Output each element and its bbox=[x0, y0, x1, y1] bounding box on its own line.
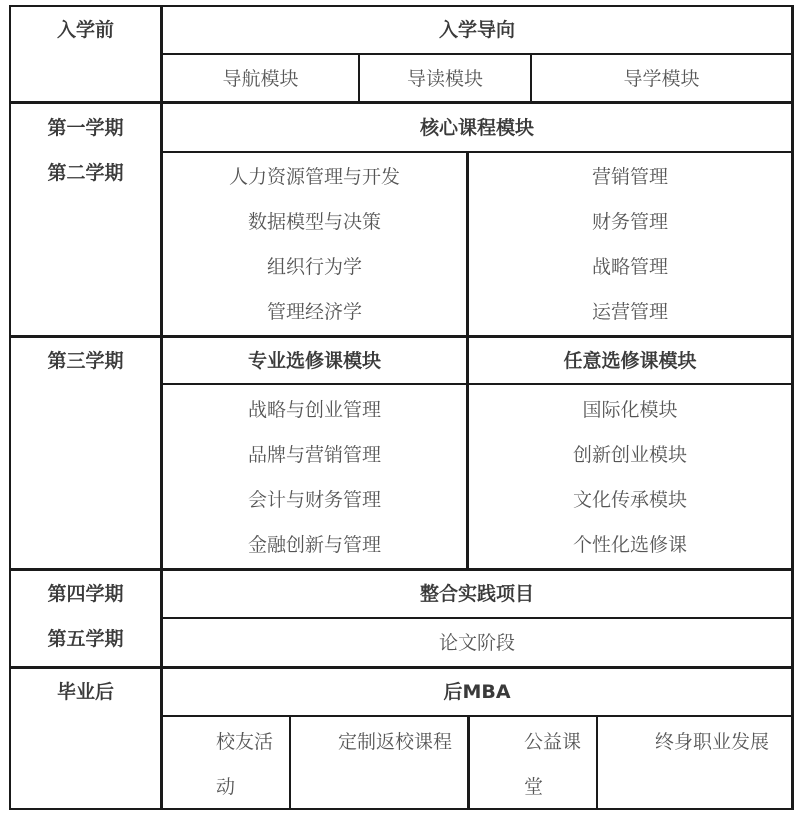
header-free-elective: 任意选修课模块 bbox=[563, 350, 697, 372]
elective-course: 创新创业模块 bbox=[572, 444, 687, 466]
rule-section-4 bbox=[9, 666, 794, 669]
post-alumni-line-2: 动 bbox=[216, 776, 236, 798]
elective-course: 品牌与营销管理 bbox=[247, 444, 381, 466]
header-orientation: 入学导向 bbox=[438, 19, 515, 41]
label-semester-5: 第五学期 bbox=[47, 628, 124, 650]
elective-course: 国际化模块 bbox=[582, 399, 678, 421]
post-alumni-line-1: 校友活 bbox=[216, 731, 274, 753]
core-course: 财务管理 bbox=[591, 211, 668, 233]
rule-inner-2 bbox=[161, 151, 794, 153]
core-course: 战略管理 bbox=[591, 256, 668, 278]
label-post: 毕业后 bbox=[56, 681, 114, 703]
label-semester-1: 第一学期 bbox=[47, 117, 124, 139]
post-public-line-1: 公益课 bbox=[524, 731, 582, 753]
label-pre: 入学前 bbox=[56, 19, 114, 41]
rule-section-3 bbox=[9, 568, 794, 571]
rule-bottom bbox=[9, 808, 794, 810]
post-public-line-2: 堂 bbox=[524, 776, 544, 798]
rule-right bbox=[791, 5, 794, 810]
thesis-stage: 论文阶段 bbox=[438, 632, 515, 654]
rule-section-1 bbox=[9, 101, 794, 104]
core-course: 营销管理 bbox=[591, 166, 668, 188]
header-practice: 整合实践项目 bbox=[419, 583, 534, 605]
rule-top bbox=[9, 5, 794, 7]
rule-inner-5 bbox=[161, 715, 794, 717]
label-semester-3: 第三学期 bbox=[47, 350, 124, 372]
rule-section-2 bbox=[9, 335, 794, 338]
rule-inner-1 bbox=[161, 53, 794, 55]
core-course: 数据模型与决策 bbox=[247, 211, 381, 233]
module-navigation: 导航模块 bbox=[222, 68, 299, 90]
rule-post-2 bbox=[467, 715, 470, 810]
module-reading: 导读模块 bbox=[406, 68, 483, 90]
label-semester-2: 第二学期 bbox=[47, 162, 124, 184]
elective-course: 会计与财务管理 bbox=[247, 489, 381, 511]
module-learning: 导学模块 bbox=[623, 68, 700, 90]
elective-course: 金融创新与管理 bbox=[247, 534, 381, 556]
label-semester-4: 第四学期 bbox=[47, 583, 124, 605]
core-course: 人力资源管理与开发 bbox=[228, 166, 400, 188]
rule-post-3 bbox=[596, 715, 598, 810]
elective-course: 文化传承模块 bbox=[572, 489, 687, 511]
header-core: 核心课程模块 bbox=[419, 117, 534, 139]
core-course: 运营管理 bbox=[591, 301, 668, 323]
rule-post-1 bbox=[289, 715, 291, 810]
core-course: 管理经济学 bbox=[266, 301, 362, 323]
elective-course: 个性化选修课 bbox=[572, 534, 687, 556]
elective-course: 战略与创业管理 bbox=[247, 399, 381, 421]
header-professional-elective: 专业选修课模块 bbox=[247, 350, 381, 372]
header-post-mba: 后MBA bbox=[443, 681, 511, 703]
rule-inner-4 bbox=[161, 617, 794, 619]
post-career-development: 终身职业发展 bbox=[655, 731, 770, 753]
core-course: 组织行为学 bbox=[266, 256, 362, 278]
rule-inner-3 bbox=[161, 383, 794, 385]
post-return-courses: 定制返校课程 bbox=[338, 731, 453, 753]
